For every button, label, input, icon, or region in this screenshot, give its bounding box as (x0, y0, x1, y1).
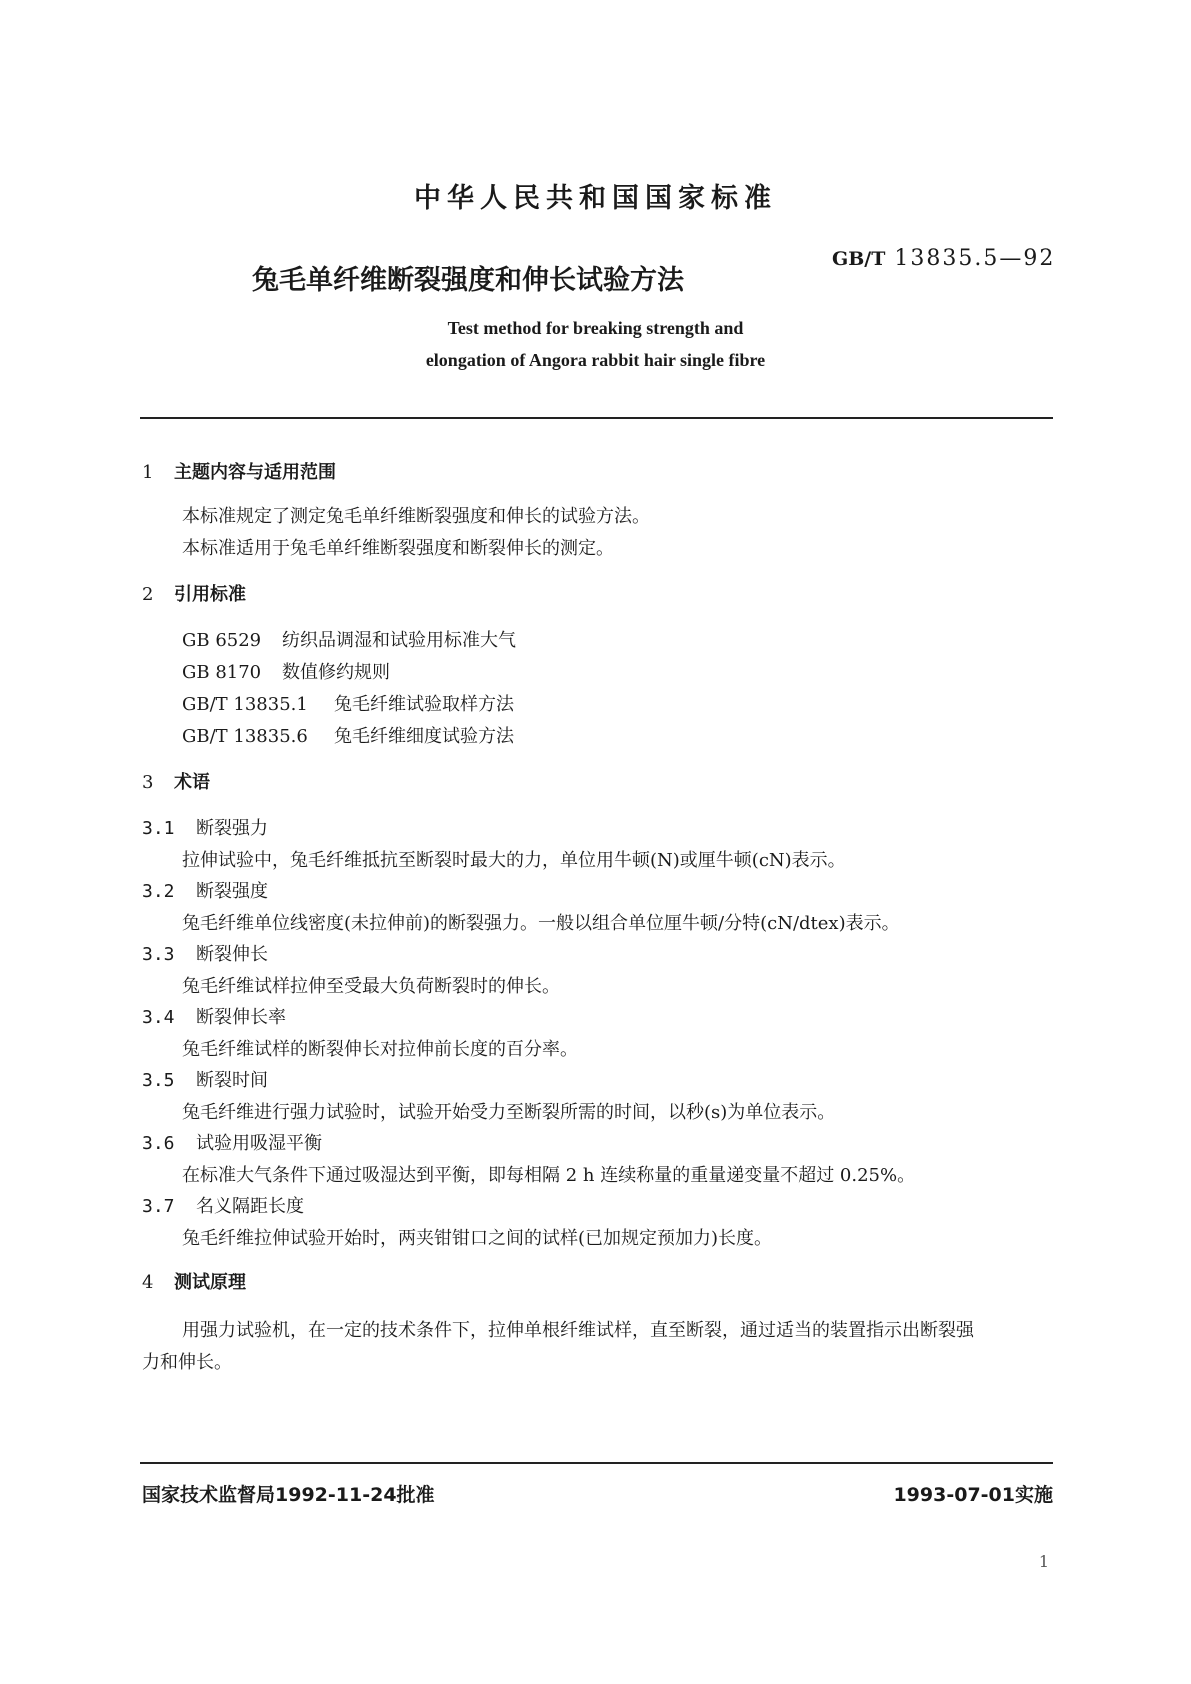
standard-title-cn: 兔毛单纤维断裂强度和伸长试验方法 (252, 265, 684, 296)
reference-item (182, 722, 514, 748)
term-number: 3.6 (142, 1133, 175, 1154)
term-name: 断裂时间 (196, 1070, 268, 1091)
term-name: 名义隔距长度 (196, 1196, 304, 1217)
section-number: 2 (142, 584, 154, 605)
term-heading (142, 1003, 286, 1029)
term-number: 3.2 (142, 881, 175, 902)
section-4-paragraph-continued: 力和伸长。 (142, 1352, 232, 1373)
section-title: 主题内容与适用范围 (174, 462, 336, 483)
footer-divider (140, 1462, 1053, 1464)
term-name: 断裂强度 (196, 881, 268, 902)
term-definition: 兔毛纤维试样的断裂伸长对拉伸前长度的百分率。 (182, 1039, 578, 1060)
section-2-heading (142, 580, 246, 606)
reference-item (182, 690, 514, 716)
term-heading (142, 1129, 322, 1155)
header-divider (140, 417, 1053, 419)
term-heading (142, 814, 268, 840)
term-definition: 兔毛纤维单位线密度(未拉伸前)的断裂强力。一般以组合单位厘牛顿/分特(cN/dtex)表示。 (182, 913, 900, 934)
term-definition: 兔毛纤维进行强力试验时，试验开始受力至断裂所需的时间，以秒(s)为单位表示。 (182, 1102, 836, 1123)
term-heading (142, 940, 268, 966)
section-title: 术语 (174, 772, 210, 793)
section-1-paragraph: 本标准规定了测定兔毛单纤维断裂强度和伸长的试验方法。 (182, 506, 650, 527)
term-definition: 在标准大气条件下通过吸湿达到平衡，即每相隔 2 h 连续称量的重量递变量不超过 0.25%。 (182, 1165, 916, 1186)
section-1-heading (142, 458, 336, 484)
reference-title: 纺织品调湿和试验用标准大气 (282, 630, 516, 651)
section-title: 引用标准 (174, 584, 246, 605)
page-number: 1 (1038, 1552, 1049, 1571)
standard-code-prefix: GB/T (832, 248, 886, 270)
reference-code: GB/T 13835.6 (182, 726, 308, 747)
reference-code: GB 6529 (182, 630, 262, 651)
section-3-heading (142, 768, 210, 794)
reference-code: GB/T 13835.1 (182, 694, 308, 715)
national-standard-heading: 中华人民共和国国家标准 (414, 183, 777, 214)
term-name: 断裂伸长率 (196, 1007, 286, 1028)
section-number: 3 (142, 772, 154, 793)
term-definition: 兔毛纤维试样拉伸至受最大负荷断裂时的伸长。 (182, 976, 560, 997)
reference-title: 兔毛纤维细度试验方法 (334, 726, 514, 747)
section-1-paragraph: 本标准适用于兔毛单纤维断裂强度和断裂伸长的测定。 (182, 538, 614, 559)
reference-code: GB 8170 (182, 662, 262, 683)
term-number: 3.4 (142, 1007, 175, 1028)
approval-statement: 国家技术监督局1992-11-24批准 (142, 1484, 435, 1506)
term-name: 断裂伸长 (196, 944, 268, 965)
standard-title-en-line1: Test method for breaking strength and (447, 318, 744, 338)
reference-item (182, 626, 516, 652)
term-number: 3.5 (142, 1070, 175, 1091)
term-definition: 拉伸试验中，兔毛纤维抵抗至断裂时最大的力，单位用牛顿(N)或厘牛顿(cN)表示。 (182, 850, 846, 871)
term-number: 3.1 (142, 818, 175, 839)
section-number: 4 (142, 1272, 154, 1293)
section-title: 测试原理 (174, 1272, 246, 1293)
section-4-paragraph: 用强力试验机，在一定的技术条件下，拉伸单根纤维试样，直至断裂，通过适当的装置指示出断裂强 (182, 1320, 974, 1341)
reference-title: 数值修约规则 (282, 662, 390, 683)
reference-title: 兔毛纤维试验取样方法 (334, 694, 514, 715)
term-heading (142, 1066, 268, 1092)
term-number: 3.7 (142, 1196, 175, 1217)
standard-title-en-line2: elongation of Angora rabbit hair single fibre (425, 350, 766, 370)
section-number: 1 (142, 462, 154, 483)
term-heading (142, 1192, 304, 1218)
term-name: 试验用吸湿平衡 (196, 1133, 322, 1154)
term-heading (142, 877, 268, 903)
term-name: 断裂强力 (196, 818, 268, 839)
term-number: 3.3 (142, 944, 175, 965)
standard-code (832, 246, 1055, 271)
standard-code-number: 13835.5—92 (894, 246, 1056, 271)
reference-item (182, 658, 390, 684)
implementation-statement: 1993-07-01实施 (893, 1484, 1053, 1506)
term-definition: 兔毛纤维拉伸试验开始时，两夹钳钳口之间的试样(已加规定预加力)长度。 (182, 1228, 773, 1249)
section-4-heading (142, 1268, 246, 1294)
